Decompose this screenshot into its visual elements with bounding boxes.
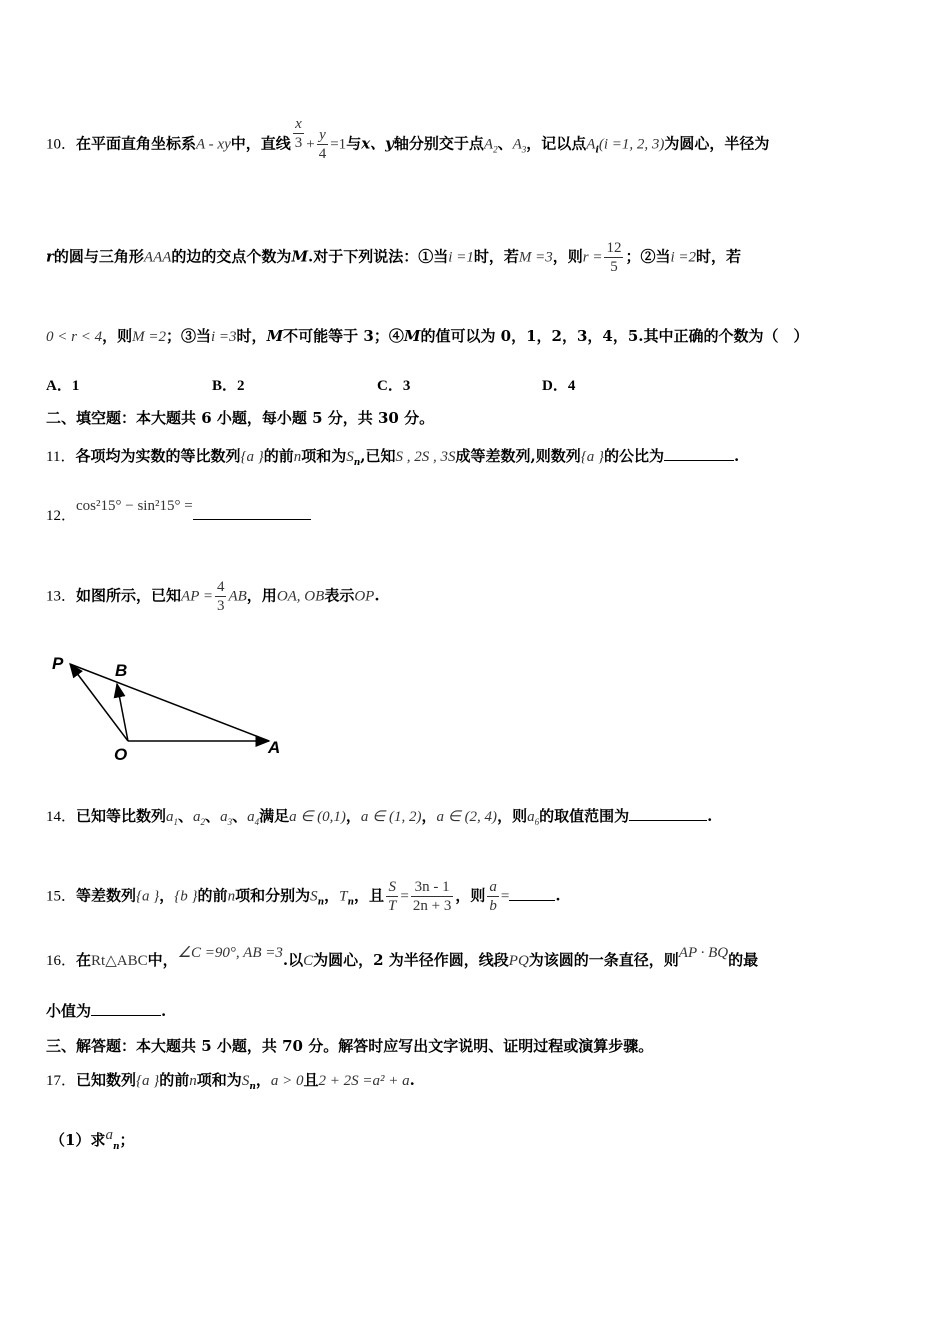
q12: 12．cos²15° − sin²15° =	[46, 505, 311, 526]
q10-line3: 0 < r < 4，则M =2；③当i =3时，M不可能等于 3；④M的值可以为 0，1，2，3，4，5.其中正确的个数为（ ）	[46, 327, 809, 345]
option-b[interactable]: B．2	[212, 378, 245, 394]
answer-blank[interactable]	[664, 446, 734, 461]
q10-line1: 10．在平面直角坐标系A - xy中，直线 $\frac{x}{3}$ + $\frac{y}{4}$ =1与x、y轴分别交于点$A_2$、$A_3$，记以点$A_i(i =1$, 2, 3)为圆心，半径为	[46, 116, 770, 162]
answer-blank[interactable]	[193, 505, 311, 520]
section-heading-fill-in: 二、填空题：本大题共 6 小题，每小题 5 分，共 30 分。	[46, 409, 435, 427]
answer-blank[interactable]	[509, 886, 555, 901]
label-b: B	[115, 661, 128, 680]
option-d[interactable]: D．4	[542, 378, 576, 394]
q16-line1: 16．在Rt△ABC中，∠C =90°, AB =3.以C为圆心，2 为半径作圆，线段PQ为该圆的一条直径，则AP · BQ的最	[46, 945, 759, 969]
q17: 17．已知数列{a }的前n项和为$S_n$，a > 0且2 + 2S =a² + a.	[46, 1071, 415, 1092]
answer-blank[interactable]	[629, 806, 707, 821]
point-ai: A	[586, 136, 596, 153]
q17-part1: （1）求$a_n$；	[50, 1127, 135, 1152]
section-heading-solve: 三、解答题：本大题共 5 小题，共 70 分。解答时应写出文字说明、证明过程或演算步骤。	[46, 1037, 654, 1055]
q16-line2: 小值为 .	[46, 1002, 167, 1020]
point-a3: A	[512, 136, 522, 153]
vector-figure	[44, 648, 294, 772]
option-c[interactable]: C．3	[377, 378, 411, 394]
question-number: 10．	[46, 136, 77, 153]
q14: 14．已知等比数列$a_1$、$a_2$、$a_3$、$a_4$满足a ∈ (0,1)，a ∈ (1, 2)，a ∈ (2, 4)，则$a_6$的取值范围为 .	[46, 807, 713, 827]
point-a2: A	[483, 136, 494, 153]
segment-ob	[117, 684, 128, 741]
q13: 13．如图所示，已知AP = $\frac{4}{3}$ AB，用OA, OB表示OP.	[46, 579, 380, 614]
q15: 15．等差数列{a }，{b }的前n项和分别为$S_n$，$T_n$，且 $\frac{S}{T}$ = $\frac{3n - 1}{2n + 3}$ ，则 $\frac{a}{b}$ = .	[46, 879, 561, 914]
label-p: P	[52, 654, 64, 673]
coordinate-system: A - xy	[196, 136, 231, 153]
q10-line2: r的圆与三角形AAA的边的交点个数为M.对于下列说法：①当i =1时，若M =3，则r = $\frac{12}{5}$ ；②当i =2时，若	[46, 240, 742, 275]
answer-blank[interactable]	[91, 1001, 161, 1016]
label-o: O	[114, 745, 128, 764]
line-equation: $\frac{x}{3}$	[294, 116, 303, 151]
label-a: A	[268, 738, 281, 757]
r-fraction: $\frac{12}{5}$	[606, 240, 622, 275]
triangle-a1a2a3: AAA	[143, 249, 172, 266]
q11: 11．各项均为实数的等比数列{a }的前n项和为$S_n$,已知S , 2S , 3S成等差数列,则数列{a }的公比为 .	[46, 447, 740, 468]
option-a[interactable]: A．1	[46, 378, 80, 394]
